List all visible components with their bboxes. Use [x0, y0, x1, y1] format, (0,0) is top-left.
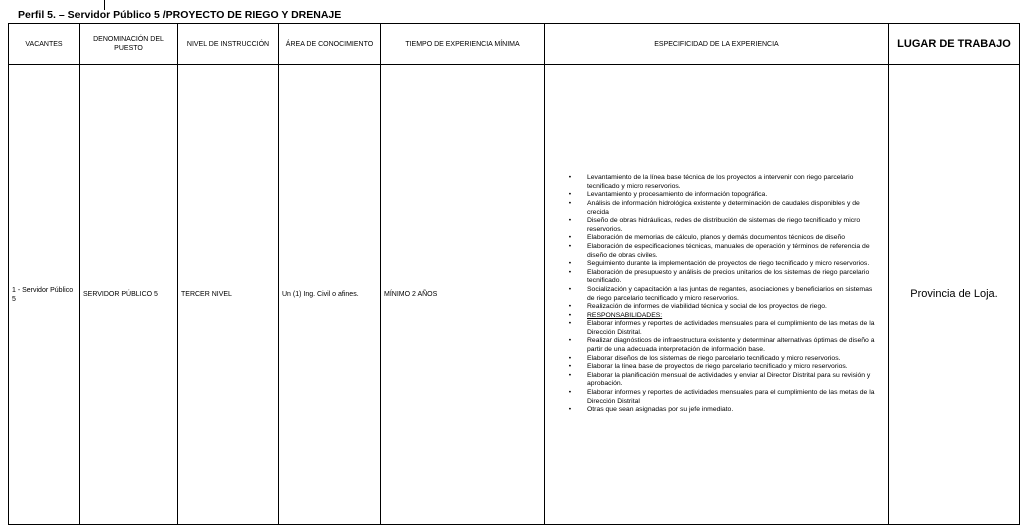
list-item: • Otras que sean asignadas por su jefe inmediato. — [587, 406, 876, 415]
list-item: • Levantamiento y procesamiento de información topográfica. — [587, 191, 876, 200]
cell-especificidad — [545, 65, 889, 525]
header-vacantes: VACANTES — [9, 24, 80, 65]
header-row — [9, 24, 1020, 65]
header-denominacion: DENOMINACIÓN DEL PUESTO — [80, 24, 178, 65]
list-item: • Elaboración de presupuesto y análisis de precios unitarios de los sistemas de riego parcelario tecnificado. — [587, 269, 876, 286]
list-item: • Elaborar informes y reportes de actividades mensuales para el cumplimiento de las metas de la Dirección Distrital. — [587, 320, 876, 337]
header-especificidad: ESPECIFICIDAD DE LA EXPERIENCIA — [545, 24, 889, 65]
responsabilidades-heading — [587, 312, 876, 321]
cell-denominacion: SERVIDOR PÚBLICO 5 — [80, 65, 178, 525]
cell-nivel: TERCER NIVEL — [178, 65, 279, 525]
list-item: • Diseño de obras hidráulicas, redes de distribución de sistemas de riego tecnificado y micro reservorios. — [587, 217, 876, 234]
list-item: • Realización de informes de viabilidad técnica y social de los proyectos de riego. — [587, 303, 876, 312]
list-item: • Elaborar diseños de los sistemas de riego parcelario tecnificado y micro reservorios. — [587, 355, 876, 364]
experience-list — [565, 174, 876, 415]
responsabilidades-label: RESPONSABILIDADES: — [587, 311, 663, 319]
list-item: • Realizar diagnósticos de infraestructura existente y determinar alternativas óptimas de diseño a partir de una adecuada interpretación de información base. — [587, 337, 876, 354]
list-item: • Elaborar la planificación mensual de actividades y enviar al Director Distrital para su revisión y aprobación. — [587, 372, 876, 389]
header-nivel: NIVEL DE INSTRUCCIÓN — [178, 24, 279, 65]
cell-vacantes: 1 - Servidor Público 5 — [9, 65, 80, 525]
table-row — [9, 65, 1020, 525]
header-lugar: LUGAR DE TRABAJO — [889, 24, 1020, 65]
list-item: • Levantamiento de la línea base técnica de los proyectos a intervenir con riego parcelario tecnificado y micro reservorios. — [587, 174, 876, 191]
list-item: • Elaborar la línea base de proyectos de riego parcelario tecnificado y micro reservorios. — [587, 363, 876, 372]
cell-tiempo: MÍNIMO 2 AÑOS — [381, 65, 545, 525]
profile-table — [8, 23, 1020, 525]
page-title: Perfil 5. – Servidor Público 5 /PROYECTO DE RIEGO Y DRENAJE — [18, 9, 342, 21]
list-item: • Análisis de información hidrológica existente y determinación de caudales disponibles y de crecida — [587, 200, 876, 217]
list-item: • Elaborar informes y reportes de actividades mensuales para el cumplimiento de las metas de la Dirección Distrital — [587, 389, 876, 406]
list-item: • Socialización y capacitación a las juntas de regantes, asociaciones y beneficiarios en sistemas de riego parcelario tecnificado y micro reservorios. — [587, 286, 876, 303]
list-item: • Elaboración de especificaciones técnicas, manuales de operación y términos de referencia de diseño de obras civiles. — [587, 243, 876, 260]
cell-area: Un (1) Ing. Civil o afines. — [279, 65, 381, 525]
list-item: • Elaboración de memorias de cálculo, planos y demás documentos técnicos de diseño — [587, 234, 876, 243]
cell-lugar: Provincia de Loja. — [889, 65, 1020, 525]
header-tiempo: TIEMPO DE EXPERIENCIA MÍNIMA — [381, 24, 545, 65]
list-item: • Seguimiento durante la implementación de proyectos de riego tecnificado y micro reservorios. — [587, 260, 876, 269]
header-area: ÁREA DE CONOCIMIENTO — [279, 24, 381, 65]
